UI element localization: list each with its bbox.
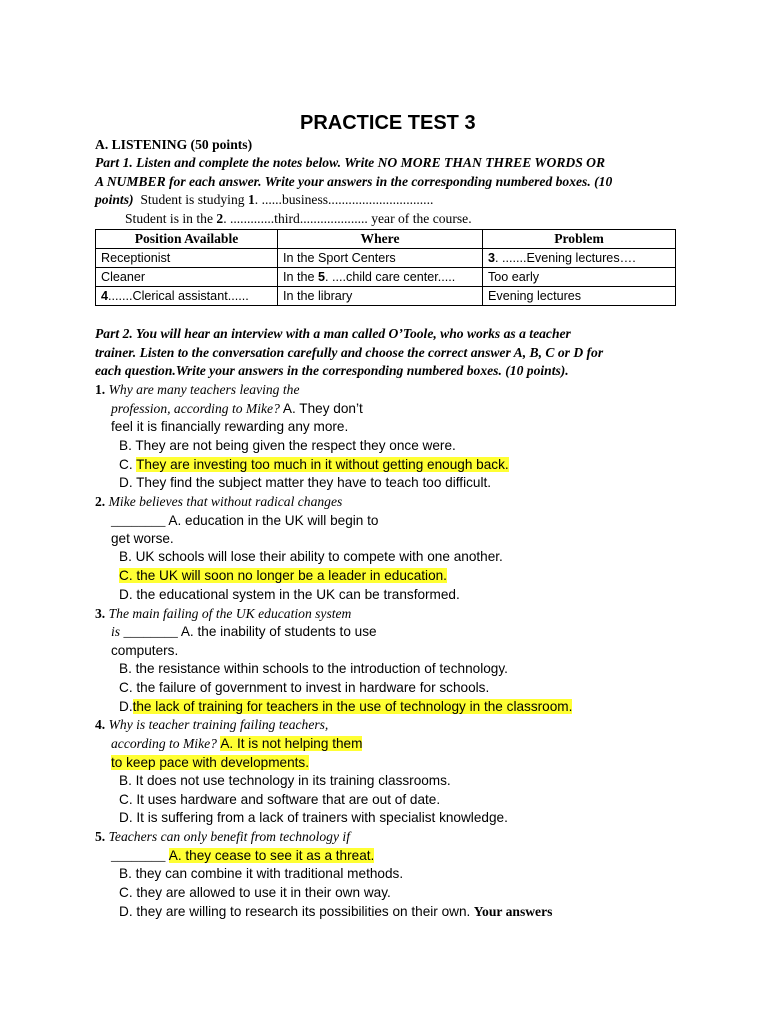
option-c: C. the failure of government to invest in hardware for schools.: [119, 680, 490, 695]
page-title: PRACTICE TEST 3: [300, 112, 476, 134]
table-cell-position: Cleaner: [96, 268, 278, 287]
question-4-stem-cont: according to Mike? A. It is not helping them: [111, 736, 363, 751]
option-d: D.the lack of training for teachers in the use of technology in the classroom.: [119, 699, 573, 714]
part1-label: Part 1.: [95, 155, 133, 170]
highlighted-answer: A. they cease to see it as a threat.: [168, 848, 375, 863]
part2-instructions-line2: trainer. Listen to the conversation carefully and choose the correct answer A, B, C or D for: [95, 345, 604, 360]
table-cell-problem: 3. .......Evening lectures….: [483, 249, 676, 268]
question-1-stem: 1. Why are many teachers leaving the: [95, 382, 300, 397]
question-number: 2.: [95, 494, 106, 509]
option-b: B. It does not use technology in its training classrooms.: [119, 773, 451, 788]
answer-blank: ________: [111, 848, 166, 863]
table-header: Where: [278, 230, 483, 249]
highlighted-answer: They are investing too much in it without getting enough back.: [136, 457, 509, 472]
option-c: [119, 567, 447, 585]
option-a-cont: feel it is financially rewarding any more.: [111, 419, 349, 434]
table-cell-position: Receptionist: [96, 249, 278, 268]
question-number: 3.: [95, 606, 106, 621]
question-1-stem-cont: profession, according to Mike? A. They don’t: [111, 401, 363, 416]
option-c: C. they are allowed to use it in their own way.: [119, 885, 391, 900]
question-5-answer-line: [111, 847, 374, 865]
question-number: 5.: [95, 829, 106, 844]
part2-instructions-line1: Part 2. You will hear an interview with a man called O’Toole, who works as a teacher: [95, 326, 571, 341]
question-3-answer-line: is ________ A. the inability of students to use: [111, 624, 377, 639]
question-2-stem: 2. Mike believes that without radical changes: [95, 494, 343, 509]
table-cell-problem: Too early: [483, 268, 676, 287]
option-b: B. UK schools will lose their ability to compete with one another.: [119, 549, 503, 564]
option-b: B. they can combine it with traditional methods.: [119, 866, 404, 881]
option-d: D. They find the subject matter they have to teach too difficult.: [119, 475, 492, 490]
table-cell-where: In the 5. ....child care center.....: [278, 268, 483, 287]
question-4-stem: 4. Why is teacher training failing teachers,: [95, 717, 329, 732]
option-d: D. It is suffering from a lack of trainers with specialist knowledge.: [119, 810, 508, 825]
highlighted-answer: to keep pace with developments.: [111, 755, 309, 770]
answer-blank: ________: [111, 513, 166, 528]
option-b: B. the resistance within schools to the introduction of technology.: [119, 661, 508, 676]
part1-instructions-line1: Part 1. Listen and complete the notes below. Write NO MORE THAN THREE WORDS OR: [95, 155, 606, 170]
question-number: 4.: [95, 717, 106, 732]
highlighted-answer: A. It is not helping them: [220, 736, 363, 751]
question-number: 1.: [95, 382, 106, 397]
table-header: Position Available: [96, 230, 278, 249]
option-a-cont: [111, 754, 309, 772]
option-a: A. education in the UK will begin to: [165, 513, 379, 528]
answer-blank: ________: [123, 624, 178, 639]
table-cell-position: 4.......Clerical assistant......: [96, 287, 278, 306]
part1-instructions-line2: A NUMBER for each answer. Write your answers in the corresponding numbered boxes. (10: [95, 174, 613, 189]
section-heading: A. LISTENING (50 points): [95, 137, 253, 152]
option-c: C. They are investing too much in it without getting enough back.: [119, 457, 509, 472]
option-c: C. It uses hardware and software that are out of date.: [119, 792, 441, 807]
option-b: B. They are not being given the respect they once were.: [119, 438, 456, 453]
table-row: [96, 249, 676, 268]
table-row: [96, 268, 676, 287]
option-a-cont: get worse.: [111, 531, 174, 546]
table-row: [96, 287, 676, 306]
option-d: D. they are willing to research its possibilities on their own. Your answers: [119, 904, 553, 919]
highlighted-answer: the lack of training for teachers in the use of technology in the classroom.: [132, 699, 573, 714]
option-d: D. the educational system in the UK can be transformed.: [119, 587, 460, 602]
option-a-cont: computers.: [111, 643, 179, 658]
table-cell-where: In the Sport Centers: [278, 249, 483, 268]
part1-note-2: Student is in the 2. .............third.................... year of the course.: [125, 211, 472, 226]
table-cell-where: In the library: [278, 287, 483, 306]
table-header-row: [96, 230, 676, 249]
table-cell-problem: Evening lectures: [483, 287, 676, 306]
question-5-stem: 5. Teachers can only benefit from technology if: [95, 829, 350, 844]
notes-table: [95, 229, 676, 306]
your-answers-label: Your answers: [473, 904, 553, 919]
question-2-answer-line: [111, 512, 378, 530]
part2-instructions-line3: each question.Write your answers in the corresponding numbered boxes. (10 points).: [95, 363, 569, 378]
table-header: Problem: [483, 230, 676, 249]
highlighted-answer: C. the UK will soon no longer be a leader in education.: [119, 568, 447, 583]
option-a: A. the inability of students to use: [177, 624, 377, 639]
question-3-stem: 3. The main failing of the UK education system: [95, 606, 352, 621]
option-a: A. They don’t: [279, 401, 363, 416]
part1-note-1: points) Student is studying 1. ......business...............................: [95, 192, 434, 207]
